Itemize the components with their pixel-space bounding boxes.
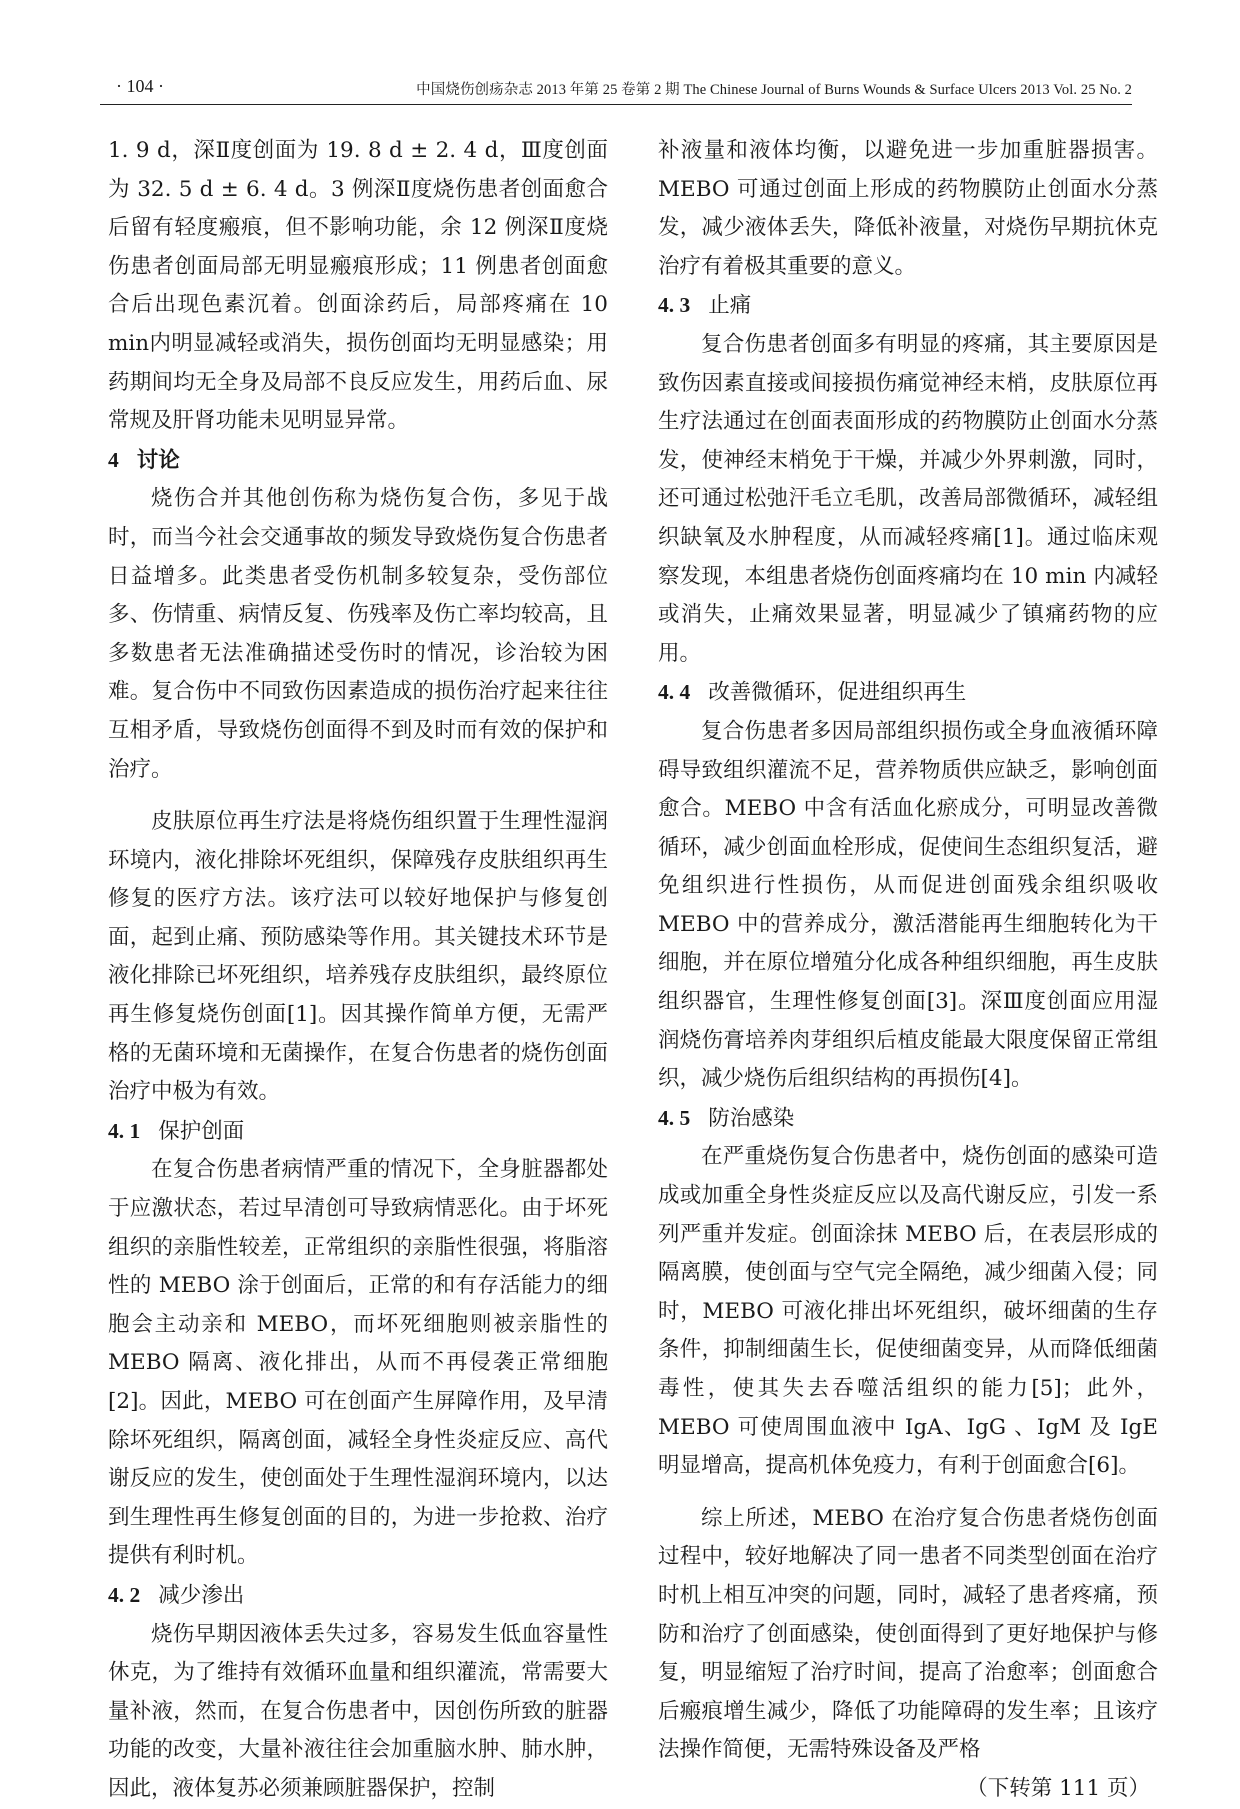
discussion-paragraph-1: 烧伤合并其他创伤称为烧伤复合伤，多见于战时，而当今社会交通事故的频发导致烧伤复合伤患者日益增多。此类患者受伤机制多较复杂，受伤部位多、伤情重、病情反复、伤残率及伤亡率均较高，且多数患者无法准确描述受伤时的情况，诊治较为困难。复合伤中不同致伤因素造成的损伤治疗起来往往互相矛盾，导致烧伤创面得不到及时而有效的保护和治疗。 [108,486,608,782]
subsection-number: 4. 5 [658,1105,691,1130]
subsection-number: 4. 3 [658,293,691,318]
paragraph-4-4: 复合伤患者多因局部组织损伤或全身血液循环障碍导致组织灌流不足，营养物质供应缺乏，影响创面愈合。MEBO 中含有活血化瘀成分，可明显改善微循环，减少创面血栓形成，促使间生态组织复活，避免组织进行性损伤，从而促进创面残余组织吸收 MEBO 中的营养成分，激活潜能再生细胞转化为干细胞，并在原位增殖分化成各种组织细胞，再生皮肤组织器官，生理性修复创面[3]。深Ⅲ度创面应用湿润烧伤膏培养肉芽组织后植皮能最大限度保留正常组织，减少烧伤后组织结构的再损伤[4]。 [658,718,1158,1092]
subsection-title: 改善微循环，促进组织再生 [708,680,967,706]
paragraph-4-1: 在复合伤患者病情严重的情况下，全身脏器都处于应激状态，若过早清创可导致病情恶化。由于坏死组织的亲脂性较差，正常组织的亲脂性很强，将脂溶性的 MEBO 涂于创面后，正常的和有存活能力的细胞会主动亲和 MEBO，而坏死细胞则被亲脂性的 MEBO 隔离、液化排出，从而不再侵袭正常细胞[2]。因此，MEBO 可在创面产生屏障作用，及早清除坏死组织，隔离创面，减轻全身性炎症反应、高代谢反应的发生，使创面处于生理性湿润环境内，以达到生理性再生修复创面的目的，为进一步抢救、治疗提供有利时机。 [108,1157,608,1569]
subsection-title: 防治感染 [708,1105,795,1131]
journal-citation: 中国烧伤创疡杂志 2013 年第 25 卷第 2 期 The Chinese Journal of Burns Wounds & Surface Ulcers 2013 Vol. 25 No. 2 [416,82,1132,98]
subsection-heading-4-3 [658,286,1158,326]
subsection-title: 减少渗出 [158,1582,245,1608]
right-column [658,132,1158,1809]
discussion-paragraph-2: 皮肤原位再生疗法是将烧伤组织置于生理性湿润环境内，液化排除坏死组织，保障残存皮肤组织再生修复的医疗方法。该疗法可以较好地保护与修复创面，起到止痛、预防感染等作用。其关键技术环节是液化排除已坏死组织，培养残存皮肤组织，最终原位再生修复烧伤创面[1]。因其操作简单方便，无需严格的无菌环境和无菌操作，在复合伤患者的烧伤创面治疗中极为有效。 [108,809,608,1105]
section-heading-discussion [108,441,608,481]
subsection-heading-4-5 [658,1099,1158,1139]
section-title: 讨论 [136,447,180,473]
summary-paragraph: 综上所述，MEBO 在治疗复合伤患者烧伤创面过程中，较好地解决了同一患者不同类型创面在治疗时机上相互冲突的问题，同时，减轻了患者疼痛，预防和治疗了创面感染，使创面得到了更好地保护与修复，明显缩短了治疗时间，提高了治愈率；创面愈合后瘢痕增生减少，降低了功能障碍的发生率；且该疗法操作简便，无需特殊设备及严格 [658,1505,1158,1763]
paragraph-4-2-start: 烧伤早期因液体丢失过多，容易发生低血容量性休克，为了维持有效循环血量和组织灌流，常需要大量补液，然而，在复合伤患者中，因创伤所致的脏器功能的改变，大量补液往往会加重脑水肿、肺水肿，因此，液体复苏必须兼顾脏器保护，控制 [108,1621,608,1801]
subsection-title: 止痛 [708,293,752,319]
continued-note: （下转第 111 页） [966,1775,1150,1801]
subsection-heading-4-2 [108,1576,608,1616]
running-header [100,74,1132,105]
subsection-title: 保护创面 [158,1118,245,1144]
subsection-number: 4. 4 [658,680,691,705]
section-number: 4 [108,447,119,472]
results-paragraph: 1. 9 d，深Ⅱ度创面为 19. 8 d ± 2. 4 d，Ⅲ度创面为 32. 5 d ± 6. 4 d。3 例深Ⅱ度烧伤患者创面愈合后留有轻度瘢痕，但不影响功能，余 12 例深Ⅱ度烧伤患者创面局部无明显瘢痕形成；11 例患者创面愈合后出现色素沉着。创面涂药后，局部疼痛在 10 min内明显减轻或消失，损伤创面均无明显感染；用药期间均无全身及局部不良反应发生，用药后血、尿常规及肝肾功能未见明显异常。 [108,138,608,434]
subsection-heading-4-1 [108,1112,608,1152]
paragraph-4-2-end: 补液量和液体均衡，以避免进一步加重脏器损害。MEBO 可通过创面上形成的药物膜防止创面水分蒸发，减少液体丢失，降低补液量，对烧伤早期抗休克治疗有着极其重要的意义。 [658,138,1158,279]
subsection-number: 4. 1 [108,1118,141,1143]
paragraph-4-5: 在严重烧伤复合伤患者中，烧伤创面的感染可造成或加重全身性炎症反应以及高代谢反应，引发一系列严重并发症。创面涂抹 MEBO 后，在表层形成的隔离膜，使创面与空气完全隔绝，减少细菌入侵；同时，MEBO 可液化排出坏死组织，破坏细菌的生存条件，抑制细菌生长，促使细菌变异，从而降低细菌毒性，使其失去吞噬活组织的能力[5]；此外，MEBO 可使周围血液中 IgA、IgG 、IgM 及 IgE 明显增高，提高机体免疫力，有利于创面愈合[6]。 [658,1144,1158,1479]
subsection-number: 4. 2 [108,1582,141,1607]
page-number: · 104 · [116,76,164,96]
subsection-heading-4-4 [658,673,1158,713]
left-column [108,132,608,1809]
paragraph-4-3: 复合伤患者创面多有明显的疼痛，其主要原因是致伤因素直接或间接损伤痛觉神经末梢，皮肤原位再生疗法通过在创面表面形成的药物膜防止创面水分蒸发，使神经末梢免于干燥，并减少外界刺激，同时，还可通过松弛汗毛立毛肌，改善局部微循环，减轻组织缺氧及水肿程度，从而减轻疼痛[1]。通过临床观察发现，本组患者烧伤创面疼痛均在 10 min 内减轻或消失，止痛效果显著，明显减少了镇痛药物的应用。 [658,331,1158,666]
